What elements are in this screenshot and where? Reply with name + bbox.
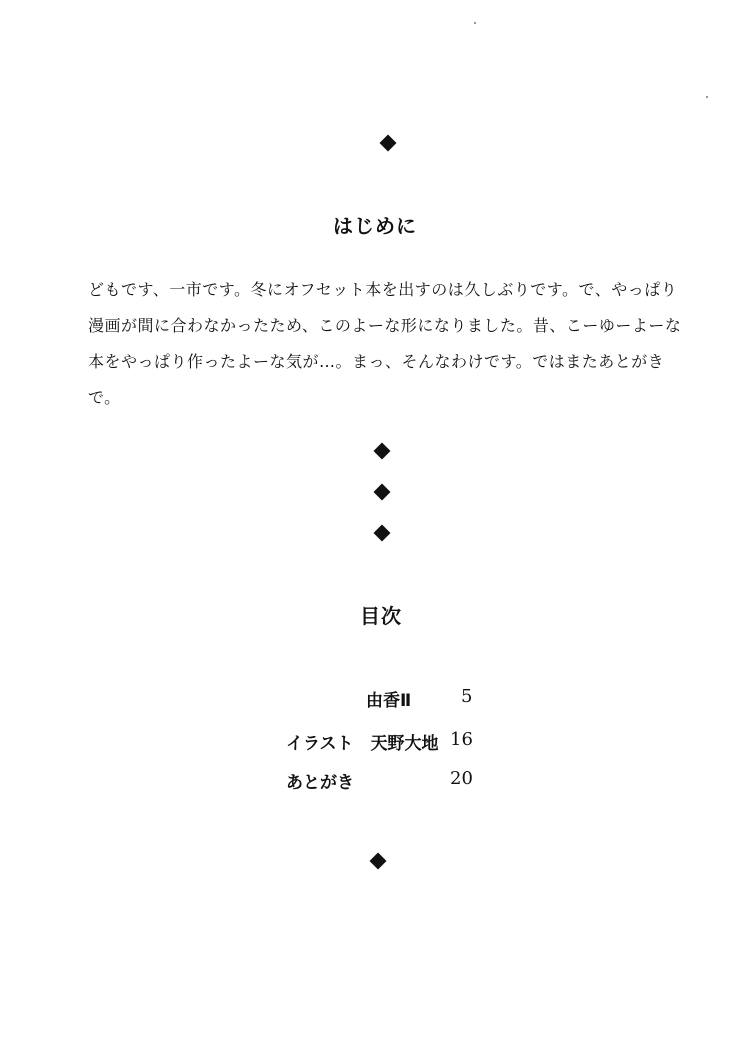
toc-entry — [0, 768, 750, 792]
intro-paragraph: どもです、一市です。冬にオフセット本を出すのは久しぶりです。で、やっぱり漫画が間に合わなかったため、このよーな形になりました。昔、こーゆーよーな本をやっぱり作ったよーな気が…。まっ、そんなわけです。ではまたあとがきで。 — [88, 280, 682, 407]
diamond-icon — [374, 484, 391, 501]
diamond-icon — [370, 853, 387, 870]
toc-entry-title: 由香Ⅱ — [366, 691, 412, 711]
diamond-icon — [380, 135, 397, 152]
diamond-icon — [374, 443, 391, 460]
toc-entry-page: 5 — [461, 686, 473, 707]
intro-heading: はじめに — [333, 214, 417, 238]
toc-entry-page: 20 — [450, 768, 473, 789]
paper-speck — [706, 96, 708, 98]
toc-entry-page: 16 — [450, 729, 473, 750]
toc-entry — [0, 729, 750, 753]
diamond-icon — [374, 525, 391, 542]
paper-speck — [474, 22, 476, 24]
toc-entry-title: あとがき — [286, 773, 354, 793]
toc-entry-title: イラスト 天野大地 — [286, 734, 439, 754]
toc-heading: 目次 — [360, 604, 402, 628]
toc-entry — [0, 686, 750, 710]
